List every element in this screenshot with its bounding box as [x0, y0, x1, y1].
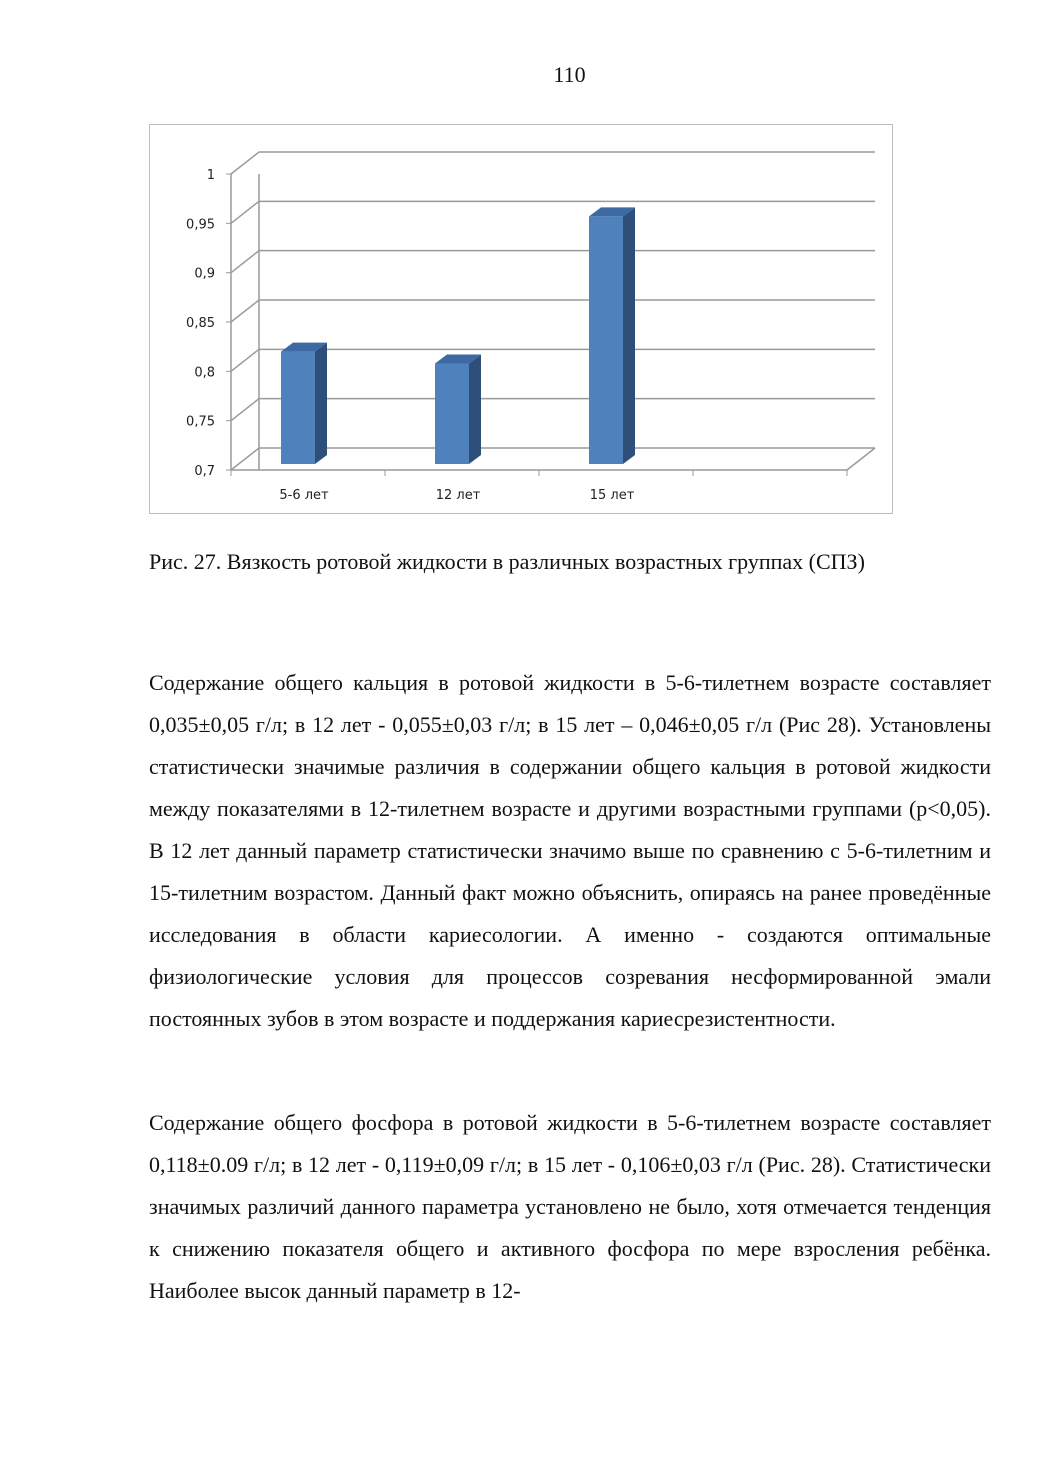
- gridline: [231, 152, 875, 174]
- bar-side: [469, 354, 481, 464]
- y-tick-label: 1: [206, 168, 215, 183]
- y-tick-label: 0,8: [194, 365, 215, 381]
- bar-side: [315, 343, 327, 464]
- y-tick-label: 0,85: [186, 316, 215, 331]
- page-number: 110: [553, 62, 586, 87]
- paragraph-calcium: Содержание общего кальция в ротовой жидкости в 5-6-тилетнем возрасте составляет 0,035±0,05 г/л; в 12 лет - 0,055±0,03 г/л; в 15 лет – 0,046±0,05 г/л (Рис 28). Установлены статистически значимые различия в содержании общего кальция в ротовой жидкости между показателями в 12-тилетнем возрасте и другими возрастными группами (p<0,05). В 12 лет данный параметр статистически значимо выше по сравнению с 5-6-тилетним и 15-тилетним возрастом. Данный факт можно объяснить, опираясь на ранее проведённые исследования в области кариесологии. А именно - создаются оптимальные физиологические условия для процессов созревания несформированной эмали постоянных зубов в этом возрасте и поддержания кариесрезистентности.: [149, 670, 991, 1031]
- x-tick-label: 15 лет: [589, 488, 635, 503]
- figure-caption: Рис. 27. Вязкость ротовой жидкости в различных возрастных группах (СПЗ): [149, 549, 865, 574]
- bar: [281, 352, 315, 464]
- gridline: [231, 448, 875, 470]
- bar-side: [623, 207, 635, 464]
- y-tick-label: 0,95: [186, 217, 215, 233]
- chart-svg: [150, 125, 894, 515]
- bar-chart: [149, 124, 893, 514]
- y-tick-label: 0,9: [194, 266, 215, 282]
- gridline: [231, 399, 875, 421]
- y-tick-label: 0,7: [194, 464, 215, 479]
- chart-floor-right-edge: [847, 448, 875, 470]
- x-tick-label: 5-6 лет: [279, 488, 329, 503]
- bar: [589, 216, 623, 464]
- gridline: [231, 349, 875, 371]
- gridline: [231, 300, 875, 322]
- y-tick-label: 0,75: [186, 414, 215, 430]
- gridline: [231, 201, 875, 223]
- paragraph-phosphorus: Содержание общего фосфора в ротовой жидкости в 5-6-тилетнем возрасте составляет 0,118±0.09 г/л; в 12 лет - 0,119±0,09 г/л; в 15 лет - 0,106±0,03 г/л (Рис. 28). Статистически значимых различий данного параметра установлено не было, хотя отмечается тенденция к снижению показателя общего и активного фосфора по мере взросления ребёнка. Наиболее высок данный параметр в 12-: [149, 1110, 991, 1303]
- x-tick-label: 12 лет: [435, 488, 481, 503]
- bar: [435, 363, 469, 464]
- gridline: [231, 251, 875, 273]
